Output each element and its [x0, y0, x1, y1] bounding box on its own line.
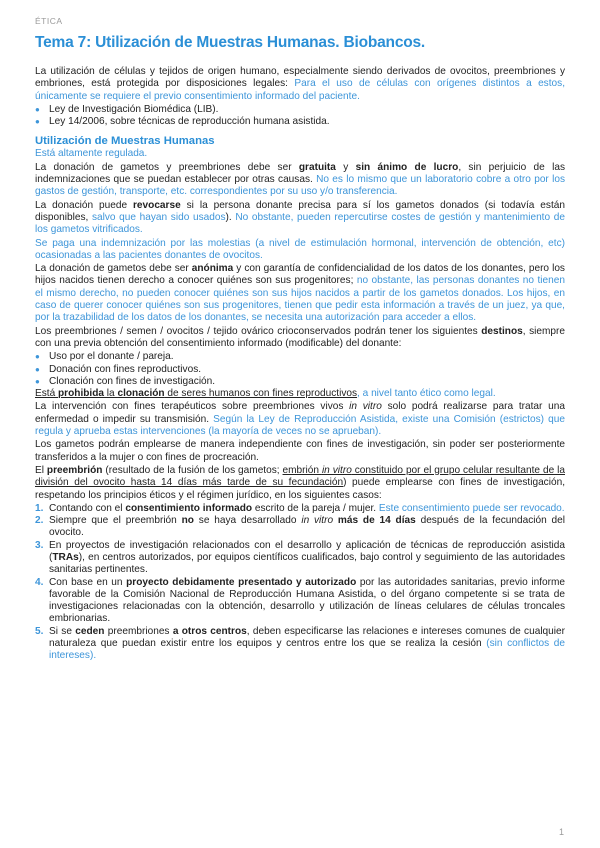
destinos-list [35, 351, 565, 388]
list-item: ● Uso por el donante / pareja. [35, 351, 565, 363]
paragraph-intervencion: La intervención con fines terapéuticos sobre preembriones vivos in vitro solo podrá realizarse para tratar una enfermedad o impedir su transmisión. Según la Ley de Reproducción Asistida, existe una Comisión (estrictos) que regula y aprueba estas intervenciones (la mayoría de veces no se aprueban). [35, 401, 565, 438]
list-item: 1. Contando con el consentimiento informado escrito de la pareja / mujer. Este consentimiento puede ser revocado. [35, 502, 565, 514]
list-item: ● Clonación con fines de investigación. [35, 376, 565, 388]
list-item: ● Donación con fines reproductivos. [35, 364, 565, 376]
paragraph-gratuita: La donación de gametos y preembriones debe ser gratuita y sin ánimo de lucro, sin perjuicio de las indemnizaciones que se puedan establecer por otras causas. No es lo mismo que un laboratorio cobre a otro por los gastos de gestión, transporte, etc. correspondientes por su uso y/o transferencia. [35, 161, 565, 198]
list-item: 4. Con base en un proyecto debidamente presentado y autorizado por las autoridades sanitarias, previo informe favorable de la Comisión Nacional de Reproducción Humana Asistida, o del órgano competente si se trata de investigaciones relacionadas con la obtención, desarrollo y utilización de líneas celulares de células troncales embrionarias. [35, 576, 566, 625]
list-item: 2. Siempre que el preembrión no se haya desarrollado in vitro más de 14 días después de la fecundación del ovocito. [35, 515, 565, 539]
casos-list [35, 503, 565, 663]
laws-list [35, 104, 565, 129]
section-heading: Utilización de Muestras Humanas [35, 135, 215, 148]
paragraph-destinos: Los preembriones / semen / ovocitos / tejido ovárico crioconservados podrán tener los siguientes destinos, siempre con una previa obtención del consentimiento informado (modificable) del donante: [35, 325, 565, 349]
paragraph-preembrion: El preembrión (resultado de la fusión de los gametos; embrión in vitro constituido por el grupo celular resultante de la división del ovocito hasta 14 días más tarde de su fecundación) puede emplearse con fines de investigación, respetando los principios éticos y el régimen jurídico, en los siguientes casos: [35, 464, 565, 501]
document-body [35, 66, 565, 663]
paragraph-anonima: La donación de gametos debe ser anónima y con garantía de confidencialidad de los datos de los donantes, pero los hijos nacidos tienen derecho a conocer quiénes son sus progenitores; no obstante, las personas donantes no tienen el mismo derecho, no pueden conocer quiénes son sus hijos nacidos a partir de los gametos donados. Los hijos, en caso de querer conocer quiénes son sus progenitores, tienen que pedir esta información a través de un juez, ya que, por la trazabilidad de los datos de los donantes, se necesita una autorización para acceder a ellos. [35, 263, 565, 324]
paragraph-gametos: Los gametos podrán emplearse de manera independiente con fines de investigación, sin poder ser posteriormente transferidos a la mujer o con fines de procreación. [35, 439, 565, 463]
list-item: 3. En proyectos de investigación relacionados con el desarrollo y aplicación de técnicas de reproducción asistida (TRAs), en centros autorizados, por equipos científicos cualificados, bajo control y seguimiento de las autoridades sanitarias pertinentes. [35, 539, 565, 576]
paragraph-indemnizacion: Se paga una indemnización por las molestias (a nivel de estimulación hormonal, intervención de obtención, etc) ocasionadas a las pacientes donantes de ovocitos. [35, 237, 565, 261]
paragraph-revocarse: La donación puede revocarse si la persona donante precisa para sí los gametos donados (si todavía están disponibles, salvo que hayan sido usados). No obstante, pueden repercutirse costes de gestión y mantenimiento de los gametos vitrificados. [35, 199, 565, 236]
section-header: ÉTICA [35, 16, 63, 26]
paragraph-prohibida: Está prohibida la clonación de seres humanos con fines reproductivos, a nivel tanto ético como legal. [35, 388, 496, 400]
list-item: ● Ley 14/2006, sobre técnicas de reproducción humana asistida. [35, 116, 565, 128]
list-item: 5. Si se ceden preembriones a otros centros, deben especificarse las relaciones e intereses comunes de cualquier naturaleza que puedan existir entre los equipos y centros entre los que se realiza la cesión (sin conflictos de intereses). [35, 625, 566, 662]
page-title: Tema 7: Utilización de Muestras Humanas. Biobancos. [35, 34, 426, 51]
page-number: 1 [558, 827, 564, 837]
intro-paragraph [35, 66, 565, 103]
list-item: ● Ley de Investigación Biomédica (LIB). [35, 104, 565, 116]
intro-note: Para el uso de células con orígenes distintos a estos, únicamente se requiere el previo consentimiento informado del paciente. [35, 78, 565, 102]
regulated-note: Está altamente regulada. [35, 148, 148, 160]
intro-text: La utilización de células y tejidos de origen humano, especialmente siendo derivados de ovocitos, preembriones y embriones, está protegida por disposiciones legales: [35, 66, 565, 90]
